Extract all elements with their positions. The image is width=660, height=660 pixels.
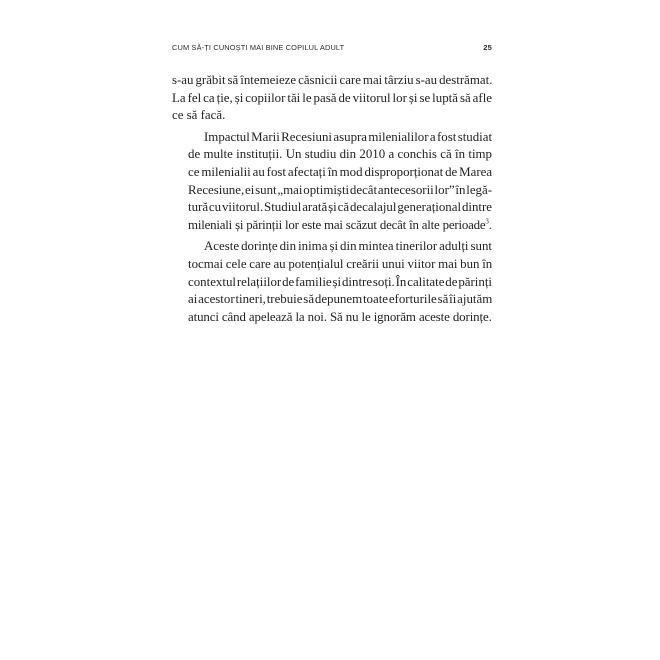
text-line: Recesiune, ei sunt „mai optimiști decât antecesorii lor” în legă- [188,182,492,197]
text-line-with-footnote [172,217,492,235]
text-line: contextul relațiilor de familie și dintre soți. În calitate de părinți [188,274,492,289]
text-line: de multe instituții. Un studiu din 2010 a conchis că în timp [188,147,492,162]
text-line: ai acestor tineri, trebuie să depunem toate eforturile să îi ajutăm [188,292,493,307]
running-title: CUM SĂ-ȚI CUNOȘTI MAI BINE COPILUL ADULT [172,43,345,52]
text-fragment: mileniali și părinții lor este mai scăzut decât în alte perioade [188,217,486,232]
text-line: atunci când apelează la noi. Să nu le ignorăm aceste dorințe. [188,309,492,324]
text-line: tură cu viitorul. Studiul arată și că decalajul generațional dintre [188,200,493,215]
text-line: ce să facă. [172,108,226,123]
text-line: La fel ca ție, și copiilor tăi le pasă de viitorul lor și se luptă să afle [172,90,492,105]
text-fragment: . [488,217,492,232]
body-text [172,72,492,330]
paragraph-1 [172,72,492,125]
text-line: ce milenialii au fost afectați în mod disproporționat de Marea [188,164,493,179]
text-line: Impactul Marii Recesiuni asupra milenialilor a fost studiat [204,129,493,144]
running-head [172,43,492,55]
page-number: 25 [483,43,492,52]
text-line: Aceste dorințe din inima și din mintea tinerilor adulți sunt [204,239,492,254]
paragraph-2 [172,129,492,235]
text-line: s-au grăbit să întemeieze căsnicii care mai târziu s-au destrămat. [172,73,493,87]
footnote-marker[interactable]: 3 [485,217,489,226]
text-line: tocmai cele care au potențialul creării unui viitor mai bun în [188,256,493,271]
paragraph-3 [172,238,492,326]
